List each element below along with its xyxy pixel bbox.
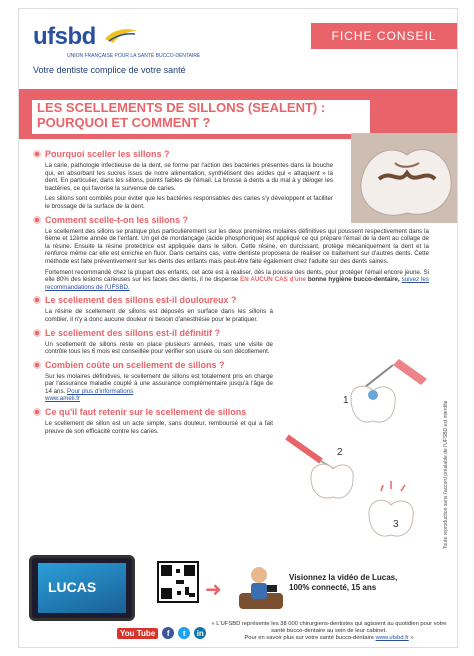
- section-douloureux: [33, 295, 429, 323]
- logo-text: ufsbd: [33, 23, 96, 50]
- ufsbd-footer-text: [209, 621, 449, 642]
- title-band: [19, 89, 458, 139]
- tablet-screen: [38, 563, 126, 613]
- page-title: [37, 100, 325, 130]
- tablet-title: LUCAS: [48, 579, 97, 595]
- video-line-1: Visionnez la vidéo de Lucas,: [289, 573, 398, 582]
- logo-swoosh-icon: [103, 27, 139, 45]
- linkedin-icon[interactable]: in: [194, 627, 206, 639]
- section-bullet-icon: [33, 361, 41, 369]
- section-heading: Ce qu'il faut retenir sur le scellement de sillons: [45, 407, 247, 418]
- section-heading: Le scellement des sillons est-il définitif ?: [45, 327, 221, 338]
- twitter-icon[interactable]: t: [178, 627, 190, 639]
- ufsbd-logo[interactable]: [33, 23, 201, 59]
- copyright-note: Toute reproduction sans l'accord préalable de l'UFSBD est interdite: [443, 400, 449, 549]
- sealant-steps-illustration: [281, 351, 431, 551]
- arrow-icon: ➜: [205, 579, 222, 601]
- video-invitation: [289, 573, 397, 593]
- recommendations-link[interactable]: suivez les recommandations de l'UFSBD.: [45, 276, 429, 291]
- ameli-link[interactable]: www.ameli.fr: [45, 395, 81, 403]
- qr-code[interactable]: [157, 561, 199, 603]
- section-heading: Le scellement des sillons est-il douloureux ?: [45, 295, 237, 306]
- section-bullet-icon: [33, 150, 41, 158]
- step-1-label: 1: [343, 395, 349, 406]
- section-bullet-icon: [33, 216, 41, 224]
- footer: [19, 549, 458, 648]
- footer-text-end: »: [410, 635, 414, 641]
- slogan: Votre dentiste complice de votre santé: [33, 65, 186, 75]
- step-3-label: 3: [393, 519, 399, 530]
- section-bullet-icon: [33, 408, 41, 416]
- footer-text-1: « L'UFSBD représente les 38 000 chirurgiens-dentistes qui agissent au quotidien pour votre santé bucco-dentaire au sein de leur cabinet.: [211, 621, 447, 634]
- social-links: [117, 627, 206, 639]
- paragraph: La résine de scellement de sillons est déposés en surface dans les sillons à combler, il n'y a donc aucune douleur ni besoin d'anesthésie pour le pratiquer.: [45, 308, 273, 323]
- paragraph: [33, 373, 273, 403]
- more-info-link[interactable]: Pour plus d'informations: [67, 387, 134, 395]
- title-line-2: POURQUOI ET COMMENT ?: [37, 115, 211, 130]
- section-heading: Pourquoi sceller les sillons ?: [45, 149, 170, 159]
- person-on-couch-icon: [237, 563, 285, 613]
- title-line-1: LES SCELLEMENTS DE SILLONS (SEALENT) :: [37, 100, 326, 115]
- hygiene-text: bonne hygiène bucco-dentaire,: [307, 276, 400, 284]
- logo-tagline: UNION FRANÇAISE POUR LA SANTÉ BUCCO-DENTAIRE: [67, 53, 201, 59]
- section-heading: Combien coûte un scellement de sillons ?: [45, 359, 225, 370]
- fiche-conseil-page: [18, 8, 458, 648]
- paragraph: La carie, pathologie infectieuse de la dent, se forme par l'action des bactéries présentes dans la bouche qui, en absorbant les sucres issus de notre alimentation, synthétisent des acides qui « attaquent » la dent. En particulier, dans les sillons, points faibles de l'émail. La brosse à dents a du mal à y déloger les bactéries, ce qui favorise la survenue de caries.: [45, 162, 333, 192]
- ufsbd-link[interactable]: www.ufsbd.fr: [375, 635, 409, 641]
- paragraph: Le scellement des sillons se pratique plus particulièrement sur les deux premières molaires définitives qui poussent respectivement dans la 6ème et 12ème année de l'enfant. Un gel de mordançage (acide phosphorique) est appliqué ce qui prépare l'émail de la dent au collage de la résine. Ensuite la résine protectrice est appliquée dans le sillon. Cette résine, en durcissant, protège mécaniquement la dent et la renforce même car elle est enrichie en fluor. Dans certains cas, votre dentiste proposera de réaliser ce traitement sur d'autres dents. Cette méthode est faite préventivement sur les dents des enfants mais peut-être faite également chez l'adulte sur des dents saines.: [45, 227, 429, 265]
- paragraph: Les sillons sont comblés pour éviter que les bactéries responsables des caries s'y développent et faciliter le brossage de la surface de la dent.: [45, 195, 333, 210]
- section-comment: [33, 215, 429, 292]
- facebook-icon[interactable]: f: [162, 627, 174, 639]
- section-pourquoi: [33, 149, 429, 211]
- youtube-link[interactable]: You Tube: [117, 628, 158, 639]
- section-heading: Comment scelle-t-on les sillons ?: [45, 214, 189, 225]
- section-bullet-icon: [33, 329, 41, 337]
- section-bullet-icon: [33, 296, 41, 304]
- paragraph: Le scellement de sillon est un acte simple, sans douleur, remboursé et qui a fait preuve de son efficacité contre les caries.: [45, 420, 273, 435]
- lucas-video-tablet[interactable]: [29, 555, 135, 621]
- warning-text: EN AUCUN CAS d'une: [240, 276, 306, 284]
- paragraph: Un scellement de sillons reste en place plusieurs années, mais une visite de contrôle tous les 6 mois est conseillée pour vérifier son usure ou son décollement.: [45, 340, 273, 356]
- video-line-2: 100% connecté, 15 ans: [289, 583, 377, 592]
- paragraph: [33, 269, 429, 292]
- footer-text-2: Pour en savoir plus sur votre santé bucco-dentaire: [244, 635, 374, 641]
- step-2-label: 2: [337, 447, 343, 458]
- paragraph-text: Sur les molaires définitives, le scellement de sillons est totalement pris en charge par l'assurance maladie couplé à une assurance complémentaire jusqu'à l'âge de 14 ans.: [45, 372, 273, 395]
- fiche-conseil-badge: FICHE CONSEIL: [311, 23, 457, 49]
- paragraph-text: Fortement recommandé chez la plupart des enfants, cet acte est à réaliser, dès la pousse des dents, pour protéger l'émail encore jeune. Si elle 80% des lésions carieuses sur les faces des dents, il ne dispense: [45, 268, 429, 284]
